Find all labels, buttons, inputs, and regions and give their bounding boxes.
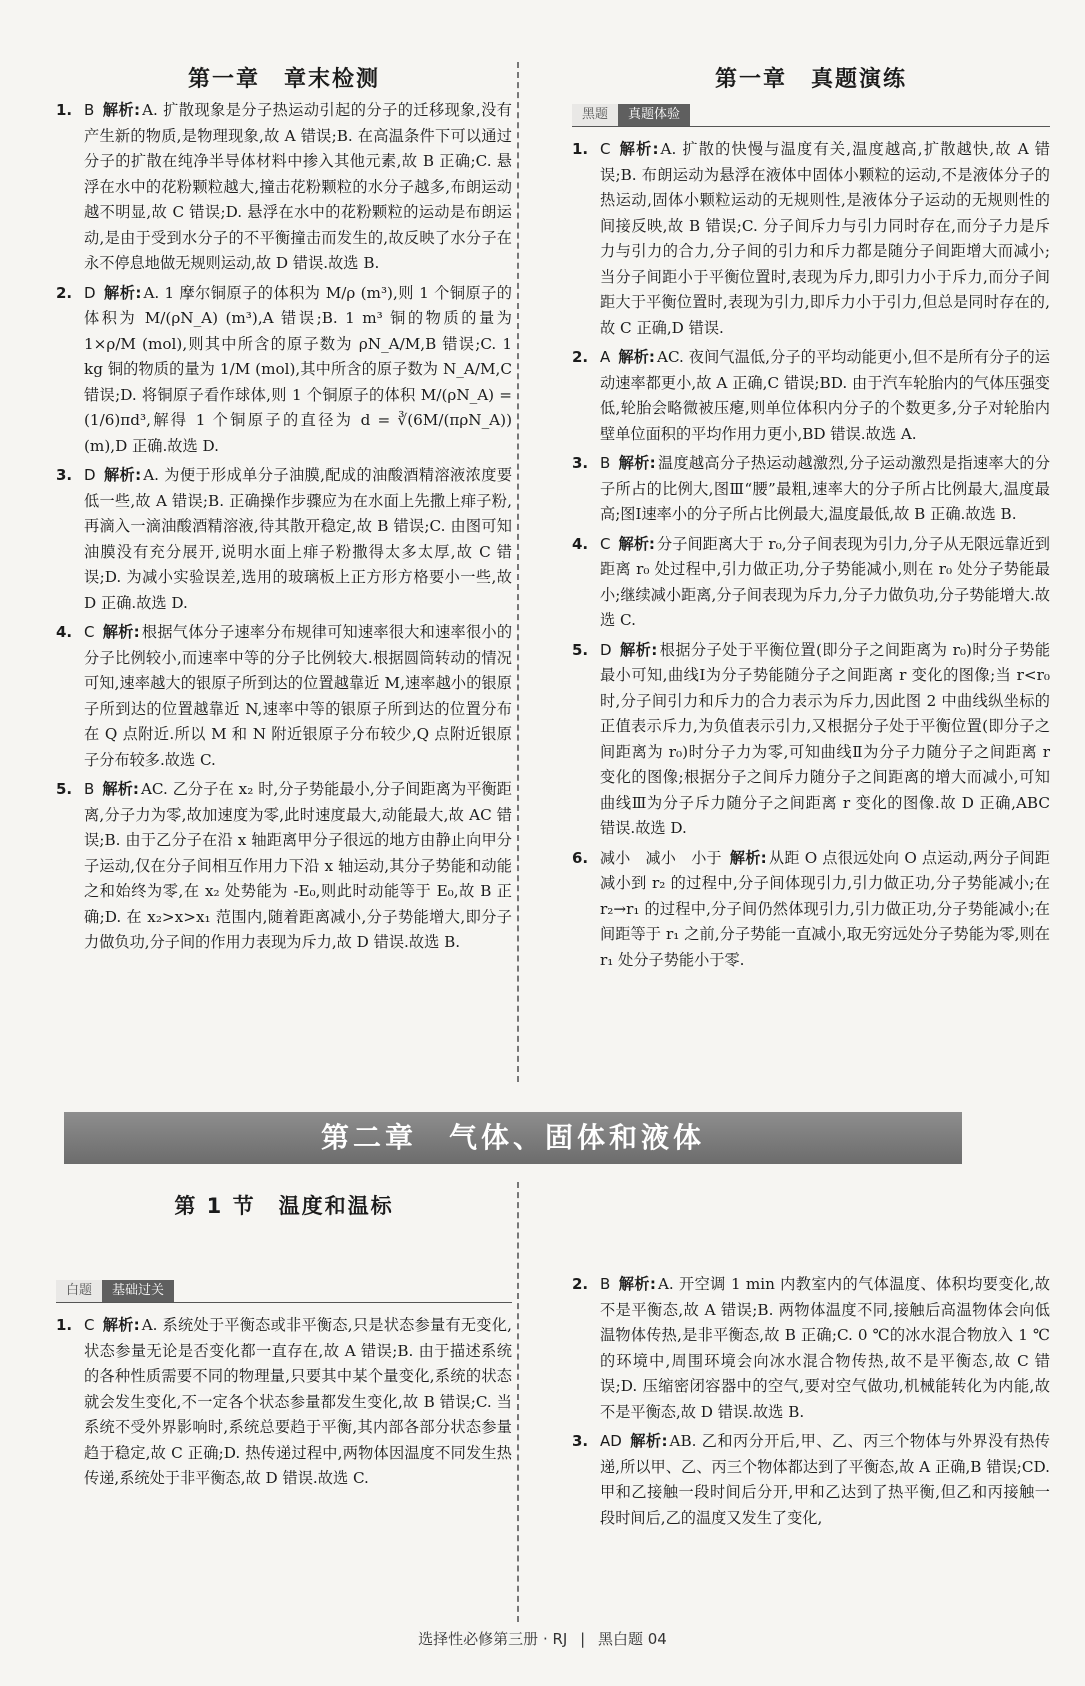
footer-book: 选择性必修第三册 bbox=[418, 1630, 539, 1648]
tag-exam: 真题体验 bbox=[618, 104, 690, 126]
analysis-label: 解析: bbox=[102, 780, 139, 798]
analysis-label: 解析: bbox=[102, 1316, 140, 1334]
answer-item bbox=[572, 846, 1050, 974]
question-number: 4. bbox=[572, 534, 589, 553]
bottom-left-column bbox=[56, 1280, 512, 1496]
page-footer bbox=[0, 1628, 1085, 1649]
answer-choice: B bbox=[84, 780, 95, 798]
question-number: 4. bbox=[56, 623, 73, 641]
answer-item bbox=[572, 638, 1050, 842]
section-title: 第 1 节 温度和温标 bbox=[174, 1194, 394, 1218]
analysis-label: 解析: bbox=[618, 534, 656, 553]
question-number: 3. bbox=[56, 466, 73, 484]
analysis-label: 解析: bbox=[618, 140, 659, 158]
right-chapter-title: 第一章 真题演练 bbox=[714, 67, 907, 92]
answer-item bbox=[572, 451, 1050, 528]
question-number: 5. bbox=[572, 640, 589, 659]
analysis-label: 解析: bbox=[618, 454, 656, 472]
right-answer-list bbox=[572, 137, 1050, 973]
analysis-label: 解析: bbox=[618, 1275, 656, 1293]
answer-choice: B bbox=[600, 1275, 611, 1293]
analysis-text: 根据分子处于平衡位置(即分子之间距离为 r₀)时分子势能最小可知,曲线Ⅰ为分子势能随分子之间距离 r 变化的图像;当 r<r₀ 时,分子间引力和斥力的合力表示为斥力,因此图 2 中曲线纵坐标的正值表示斥力,为负值表示引力,又根据分子处于平衡位置(即分子之间距离为 r₀)时分子力为零,可知曲线Ⅱ为分子力随分子之间距离 r 变化的图像;根据分子之间斥力随分子之间距离的增大而减小,可知曲线Ⅲ为分子斥力随分子之间距离 r 变化的图像.故 D 正确,ABC 错误.故选 D. bbox=[600, 640, 1051, 837]
left-chapter-title: 第一章 章末检测 bbox=[187, 67, 380, 92]
footer-edition: RJ bbox=[552, 1630, 568, 1648]
answer-item bbox=[572, 532, 1050, 634]
question-number: 1. bbox=[56, 1316, 73, 1334]
analysis-text: 从距 O 点很远处向 O 点运动,两分子间距减小到 r₂ 的过程中,分子间体现引力,引力做正功,分子势能减小;在 r₂→r₁ 的过程中,分子间仍然体现引力,引力做正功,分子势能减小;在间距等于 r₁ 之前,分子势能一直减小,取无穷远处分子势能为零,则在 r₁ 处分子势能小于零. bbox=[600, 848, 1050, 969]
question-number: 6. bbox=[572, 848, 589, 867]
answer-item bbox=[572, 1429, 1050, 1531]
analysis-text: AC. 夜间气温低,分子的平均动能更小,但不是所有分子的运动速率都更小,故 A 正确,C 错误;BD. 由于汽车轮胎内的气体压强变低,轮胎会略微被压瘪,则单位体积内分子的个数更多,分子对轮胎内壁单位面积的平均作用力更小,BD 错误.故选 A. bbox=[600, 348, 1050, 443]
chapter-banner: 第二章 气体、固体和液体 bbox=[64, 1112, 962, 1164]
bottom-right-column bbox=[572, 1272, 1050, 1535]
answer-choice: C bbox=[600, 534, 611, 553]
answer-item bbox=[56, 777, 512, 956]
section-tag-bar bbox=[56, 1280, 512, 1303]
column-divider-bottom bbox=[517, 1182, 519, 1622]
answer-item bbox=[572, 345, 1050, 447]
analysis-text: A. 扩散的快慢与温度有关,温度越高,扩散越快,故 A 错误;B. 布朗运动为悬浮在液体中固体小颗粒的运动,不是液体分子的热运动,固体小颗粒运动的无规则性,是液体分子运动的无规则性的间接反映,故 B 错误;C. 分子间斥力与引力同时存在,而分子力是斥力与引力的合力,分子间的引力和斥力都是随分子间距增大而减小;当分子间距小于平衡位置时,表现为斥力,即引力小于斥力,而分子间距大于平衡位置时,表现为引力,即斥力小于引力,但总是同时存在的,故 C 正确,D 错误. bbox=[600, 140, 1050, 337]
answer-item bbox=[56, 620, 512, 773]
analysis-text: 分子间距离大于 r₀,分子间表现为引力,分子从无限远靠近到距离 r₀ 处过程中,引力做正功,分子势能减小,则在 r₀ 处分子势能最小;继续减小距离,分子间表现为斥力,分子力做负功,分子势能增大.故选 C. bbox=[600, 534, 1050, 629]
analysis-text: AC. 乙分子在 x₂ 时,分子势能最小,分子间距离为平衡距离,分子力为零,故加速度为零,此时速度最大,动能最大,故 AC 错误;B. 由于乙分子在沿 x 轴距离甲分子很远的地方由静止向甲分子运动,仅在分子间相互作用力下沿 x 轴运动,其分子势能和动能之和始终为零,在 x₂ 处势能为 -E₀,则此时动能等于 E₀,故 B 正确;D. 在 x₂>x>x₁ 范围内,随着距离减小,分子势能增大,即分子力做负功,分子间的作用力表现为斥力,故 D 错误.故选 B. bbox=[84, 780, 512, 951]
question-number: 1. bbox=[56, 101, 73, 119]
analysis-label: 解析: bbox=[103, 466, 142, 484]
answer-choice: C bbox=[84, 623, 95, 641]
question-number: 3. bbox=[572, 1432, 589, 1450]
analysis-text: A. 开空调 1 min 内教室内的气体温度、体积均要变化,故不是平衡态,故 A 错误;B. 两物体温度不同,接触后高温物体会向低温物体传热,是非平衡态,故 B 正确;C. 0 ℃的冰水混合物放入 1 ℃的环境中,周围环境会向冰水混合物传热,故不是平衡态,故 C 错误;D. 压缩密闭容器中的空气,要对空气做功,机械能转化为内能,故不是平衡态,故 D 错误.故选 B. bbox=[600, 1275, 1050, 1421]
section-left-answer-list bbox=[56, 1313, 512, 1492]
answer-choice: 减小 减小 小于 bbox=[600, 848, 722, 867]
right-column bbox=[572, 62, 1050, 977]
answer-item bbox=[56, 1313, 512, 1492]
answer-choice: B bbox=[84, 101, 95, 119]
section-right-answer-list bbox=[572, 1272, 1050, 1531]
answer-choice: C bbox=[600, 140, 611, 158]
answer-item bbox=[56, 281, 512, 460]
analysis-text: 温度越高分子热运动越激烈,分子运动激烈是指速率大的分子所占的比例大,图Ⅲ“腰”最粗,速率大的分子所占比例最大,温度最高;图Ⅰ速率小的分子所占比例最大,温度最低,故 B 正确.故选 B. bbox=[600, 454, 1051, 523]
answer-choice: AD bbox=[600, 1432, 622, 1450]
question-number: 5. bbox=[56, 780, 73, 798]
column-divider-top bbox=[517, 62, 519, 1082]
answer-choice: B bbox=[600, 454, 611, 472]
question-number: 1. bbox=[572, 140, 589, 158]
right-tag-bar bbox=[572, 104, 1050, 127]
analysis-label: 解析: bbox=[619, 640, 658, 659]
answer-item bbox=[572, 1272, 1050, 1425]
tag-black: 黑题 bbox=[572, 104, 618, 126]
question-number: 2. bbox=[56, 283, 73, 302]
answer-item bbox=[56, 98, 512, 277]
answer-choice: D bbox=[600, 640, 612, 659]
analysis-text: A. 扩散现象是分子热运动引起的分子的迁移现象,没有产生新的物质,是物理现象,故 A 错误;B. 在高温条件下可以通过分子的扩散在纯净半导体材料中掺入其他元素,故 B 正确;C. 悬浮在水中的花粉颗粒越大,撞击花粉颗粒的水分子越多,布朗运动越不明显,故 C 错误;D. 悬浮在水中的花粉颗粒的运动是布朗运动,是由于受到水分子的不平衡撞击而发生的,故反映了水分子在永不停息地做无规则运动,故 D 错误.故选 B. bbox=[84, 101, 512, 272]
answer-choice: C bbox=[84, 1316, 95, 1334]
analysis-text: AB. 乙和丙分开后,甲、乙、丙三个物体与外界没有热传递,所以甲、乙、丙三个物体都达到了平衡态,故 A 正确,B 错误;CD. 甲和乙接触一段时间后分开,甲和乙达到了热平衡,但乙和丙接触一段时间后,乙的温度又发生了变化, bbox=[600, 1432, 1050, 1527]
analysis-label: 解析: bbox=[618, 348, 655, 366]
answer-item bbox=[572, 137, 1050, 341]
answer-item bbox=[56, 463, 512, 616]
analysis-label: 解析: bbox=[102, 101, 141, 119]
answer-choice: A bbox=[600, 348, 611, 366]
analysis-text: 根据气体分子速率分布规律可知速率很大和速率很小的分子比例较小,而速率中等的分子比例较大.根据圆筒转动的情况可知,速率越大的银原子所到达的位置越靠近 M,速率越小的银原子所到达的位置越靠近 N,速率中等的银原子所到达的位置分布在 Q 点附近.所以 M 和 N 附近银原子分布较少,Q 点附近银原子分布较多.故选 C. bbox=[84, 623, 513, 769]
left-answer-list bbox=[56, 98, 512, 956]
analysis-text: A. 系统处于平衡态或非平衡态,只是状态参量有无变化,状态参量无论是否变化都一直存在,故 A 错误;B. 由于描述系统的各种性质需要不同的物理量,只要其中某个量变化,系统的状态就会发生变化,不一定各个状态参量都发生变化,故 B 错误;C. 当系统不受外界影响时,系统总要趋于平衡,其内部各部分状态参量趋于稳定,故 C 正确;D. 热传递过程中,两物体因温度不同发生热传递,系统处于非平衡态,故 D 错误.故选 C. bbox=[84, 1316, 513, 1487]
tag-basic: 基础过关 bbox=[102, 1280, 174, 1302]
left-column bbox=[56, 62, 512, 960]
tag-white: 白题 bbox=[56, 1280, 102, 1302]
analysis-label: 解析: bbox=[102, 623, 140, 641]
analysis-label: 解析: bbox=[729, 848, 767, 867]
analysis-label: 解析: bbox=[629, 1432, 668, 1450]
analysis-text: A. 为便于形成单分子油膜,配成的油酸酒精溶液浓度要低一些,故 A 错误;B. 正确操作步骤应为在水面上先撒上痱子粉,再滴入一滴油酸酒精溶液,待其散开稳定,故 B 错误;C. 由图可知油膜没有充分展开,说明水面上痱子粉撒得太多太厚,故 C 错误;D. 为减小实验误差,选用的玻璃板上正方形方格要小一些,故 D 正确.故选 D. bbox=[84, 466, 513, 612]
question-number: 2. bbox=[572, 348, 589, 366]
question-number: 2. bbox=[572, 1275, 589, 1293]
footer-page: 黑白题 04 bbox=[597, 1630, 667, 1648]
answer-choice: D bbox=[84, 466, 96, 484]
question-number: 3. bbox=[572, 454, 589, 472]
analysis-label: 解析: bbox=[103, 283, 142, 302]
footer-divider: | bbox=[580, 1630, 586, 1648]
answer-choice: D bbox=[84, 283, 96, 302]
analysis-text: A. 1 摩尔铜原子的体积为 M/ρ (m³),则 1 个铜原子的体积为 M/(ρN_A) (m³),A 错误;B. 1 m³ 铜的物质的量为 1×ρ/M (mol),则其中所含的原子数为 ρN_A/M,B 错误;C. 1 kg 铜的物质的量为 1/M (mol),其中所含的原子数为 N_A/M,C 错误;D. 将铜原子看作球体,则 1 个铜原子的体积 M/(ρN_A) = (1/6)πd³,解得 1 个铜原子的直径为 d = ∛(6M/(πρN_A)) (m),D 正确.故选 D. bbox=[84, 283, 512, 455]
footer-dot: · bbox=[542, 1630, 548, 1648]
